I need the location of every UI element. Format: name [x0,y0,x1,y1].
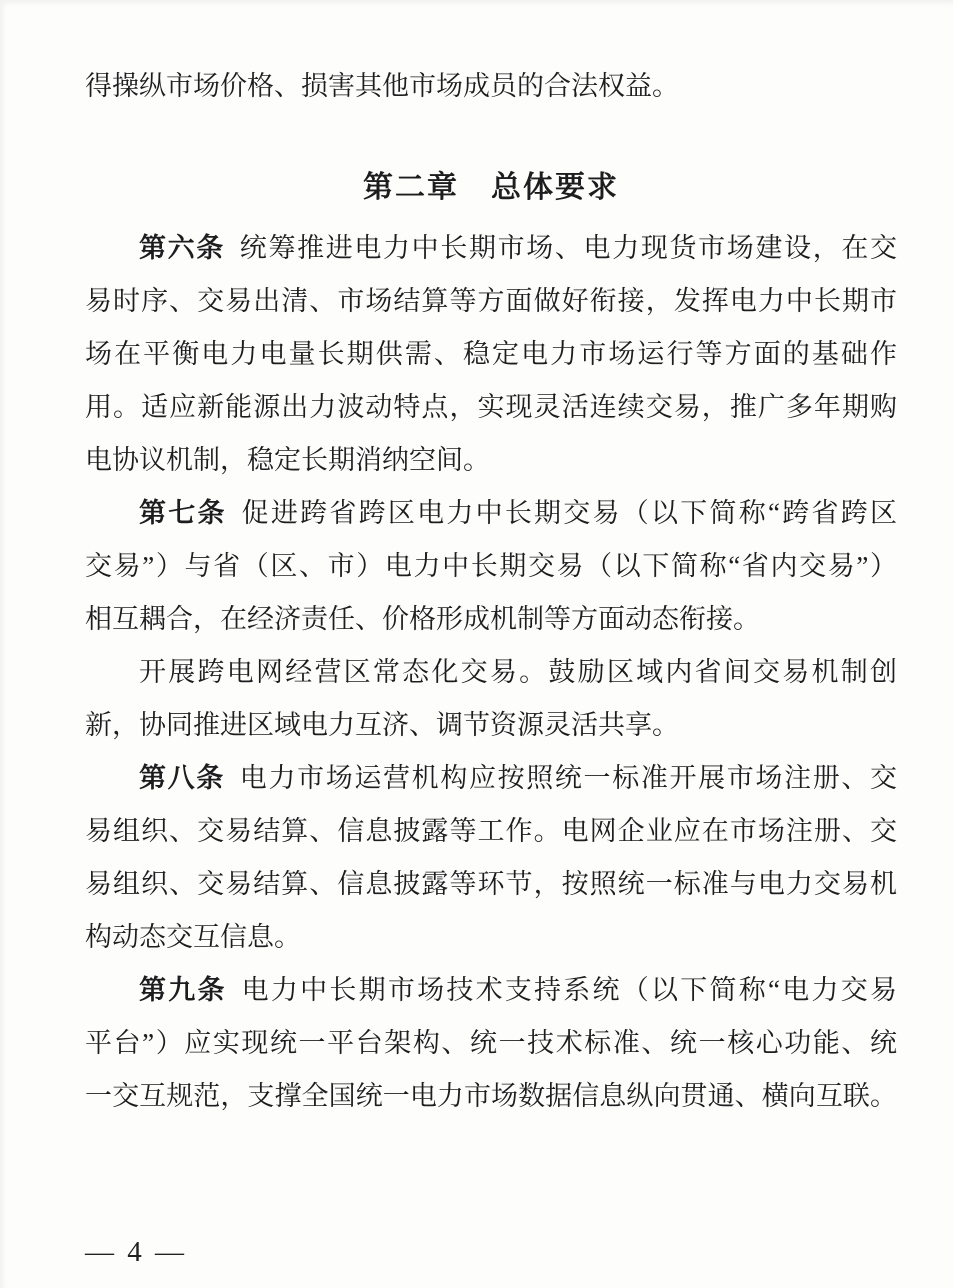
text-line: 构动态交互信息。 [85,922,301,952]
text-line: 平台”）应实现统一平台架构、统一技术标准、统一核心功能、统 [85,1028,897,1058]
text-line: 相互耦合，在经济责任、价格形成机制等方面动态衔接。 [85,604,760,634]
article-number: 第八条 [139,763,225,793]
text-line: 用。适应新能源出力波动特点，实现灵活连续交易，推广多年期购 [85,392,897,422]
text-line: 新，协同推进区域电力互济、调节资源灵活共享。 [85,710,679,740]
text-line: 第六条 统筹推进电力中长期市场、电力现货市场建设，在交 [139,233,897,263]
text-line: 第九条 电力中长期市场技术支持系统（以下简称“电力交易 [139,975,897,1005]
text-line: 易组织、交易结算、信息披露等环节，按照统一标准与电力交易机 [85,869,897,899]
document-body [85,60,897,1123]
article-number: 第七条 [139,498,227,528]
text-line: 易时序、交易出清、市场结算等方面做好衔接，发挥电力中长期市 [85,286,897,316]
chapter-heading: 第二章 总体要求 [363,171,619,204]
text-line: 一交互规范，支撑全国统一电力市场数据信息纵向贯通、横向互联。 [85,1081,897,1111]
text-line: 场在平衡电力电量长期供需、稳定电力市场运行等方面的基础作 [85,339,897,369]
text-line: 交易”）与省（区、市）电力中长期交易（以下简称“省内交易”） [85,551,897,581]
text-line: 电协议机制，稳定长期消纳空间。 [85,445,490,475]
text-line: 第八条 电力市场运营机构应按照统一标准开展市场注册、交 [139,763,897,793]
text-line: 得操纵市场价格、损害其他市场成员的合法权益。 [85,71,679,101]
article-number: 第六条 [139,233,225,263]
text-line: 开展跨电网经营区常态化交易。鼓励区域内省间交易机制创 [139,657,897,687]
page-number-footer: — 4 — [85,1236,187,1268]
text-line: 第七条 促进跨省跨区电力中长期交易（以下简称“跨省跨区 [139,498,897,528]
article-number: 第九条 [139,975,227,1005]
text-line: 易组织、交易结算、信息披露等工作。电网企业应在市场注册、交 [85,816,897,846]
